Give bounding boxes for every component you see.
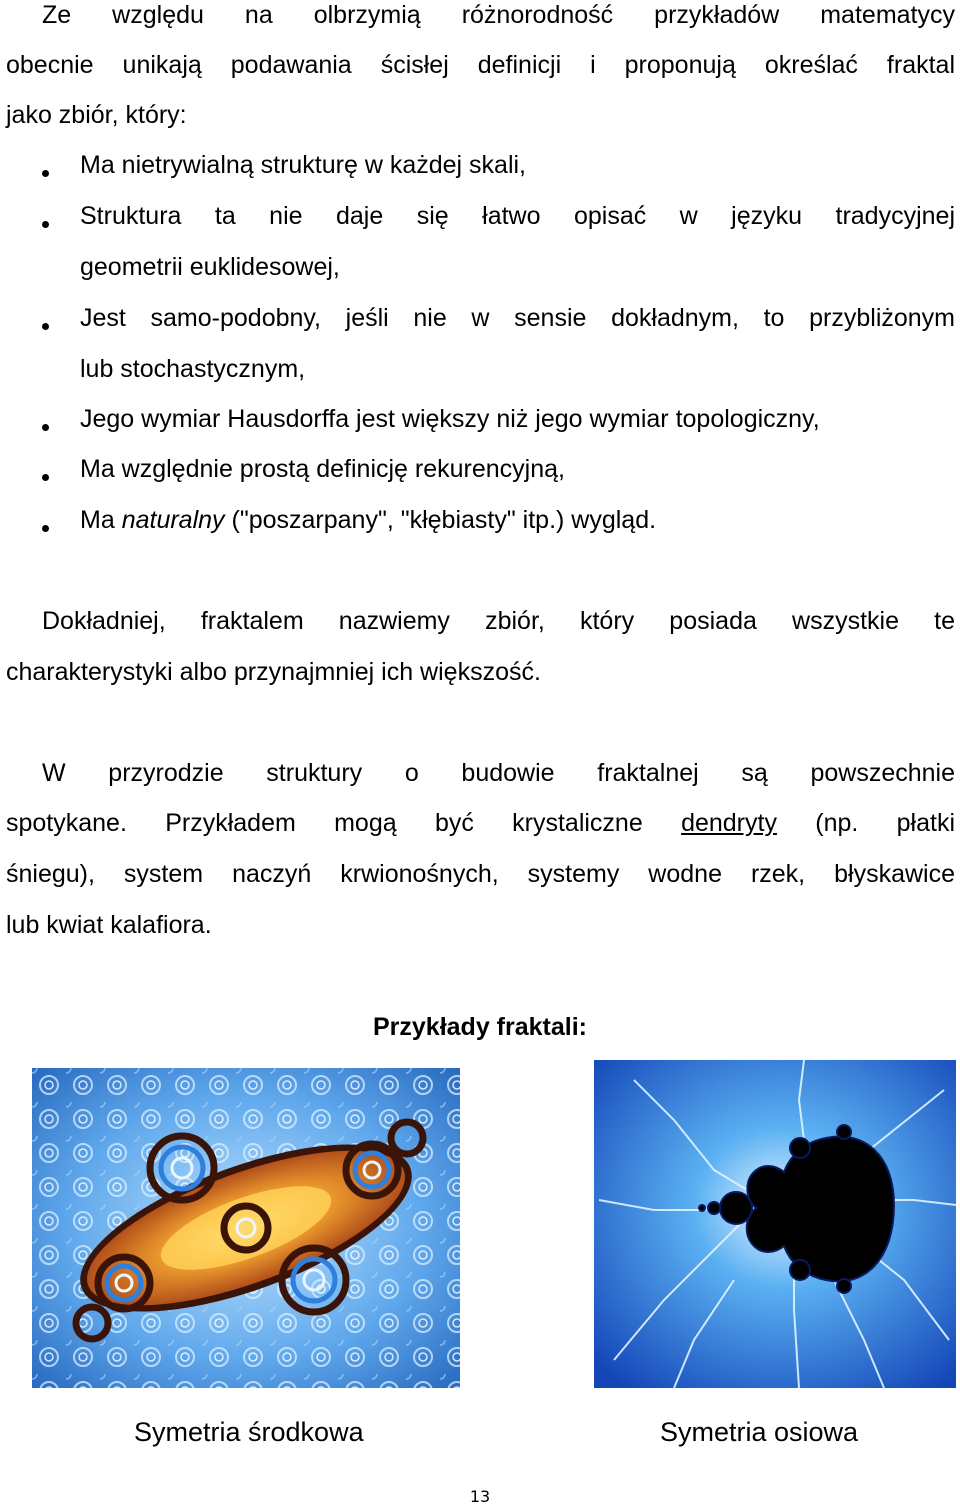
- list-item: [80, 505, 955, 535]
- nature-line-4: lub kwiat kalafiora.: [6, 911, 212, 939]
- list-item: Struktura ta nie daje się łatwo opisać w języku tradycyjnej: [80, 202, 955, 230]
- definition-line-2: charakterystyki albo przynajmniej ich większość.: [6, 658, 541, 686]
- examples-title: Przykłady fraktali:: [373, 1013, 587, 1041]
- list-item: Jego wymiar Hausdorffa jest większy niż jego wymiar topologiczny,: [80, 405, 820, 433]
- list-item-text: Ma: [80, 506, 122, 534]
- list-item-text: ("poszarpany", "kłębiasty" itp.) wygląd.: [224, 506, 657, 534]
- italic-term: naturalny: [121, 506, 225, 534]
- nature-line-3: śniegu), system naczyń krwionośnych, systemy wodne rzek, błyskawice: [6, 860, 955, 888]
- page-number: 13: [469, 1487, 491, 1506]
- bullet-icon: [42, 221, 49, 228]
- intro-line-1: Ze względu na olbrzymią różnorodność przykładów matematycy: [42, 1, 955, 29]
- definition-line-1: Dokładniej, fraktalem nazwiemy zbiór, który posiada wszystkie te: [42, 607, 955, 635]
- bullet-icon: [42, 525, 49, 532]
- list-item-continuation: geometrii euklidesowej,: [80, 253, 340, 281]
- nature-line-2: [6, 808, 955, 838]
- mandelbrot-fractal-image: [594, 1060, 956, 1388]
- bullet-icon: [42, 424, 49, 431]
- bullet-icon: [42, 474, 49, 481]
- intro-line-2: obecnie unikają podawania ścisłej definicji i proponują określać fraktal: [6, 51, 955, 79]
- bullet-icon: [42, 323, 49, 330]
- nature-text: spotykane. Przykładem mogą być krystaliczne: [6, 809, 682, 837]
- dendryty-link[interactable]: dendryty: [681, 809, 777, 837]
- intro-line-3: jako zbiór, który:: [6, 101, 187, 129]
- left-figure-caption: Symetria środkowa: [134, 1417, 364, 1447]
- list-item-continuation: lub stochastycznym,: [80, 355, 306, 383]
- nature-text: (np. płatki: [776, 809, 955, 837]
- right-figure-caption: Symetria osiowa: [660, 1417, 859, 1447]
- list-item: Jest samo-podobny, jeśli nie w sensie dokładnym, to przybliżonym: [80, 304, 955, 332]
- julia-fractal-image: [32, 1068, 460, 1388]
- list-item: Ma względnie prostą definicję rekurencyjną,: [80, 455, 565, 483]
- bullet-icon: [42, 170, 49, 177]
- nature-line-1: W przyrodzie struktury o budowie fraktalnej są powszechnie: [42, 759, 955, 787]
- list-item: Ma nietrywialną strukturę w każdej skali,: [80, 151, 526, 179]
